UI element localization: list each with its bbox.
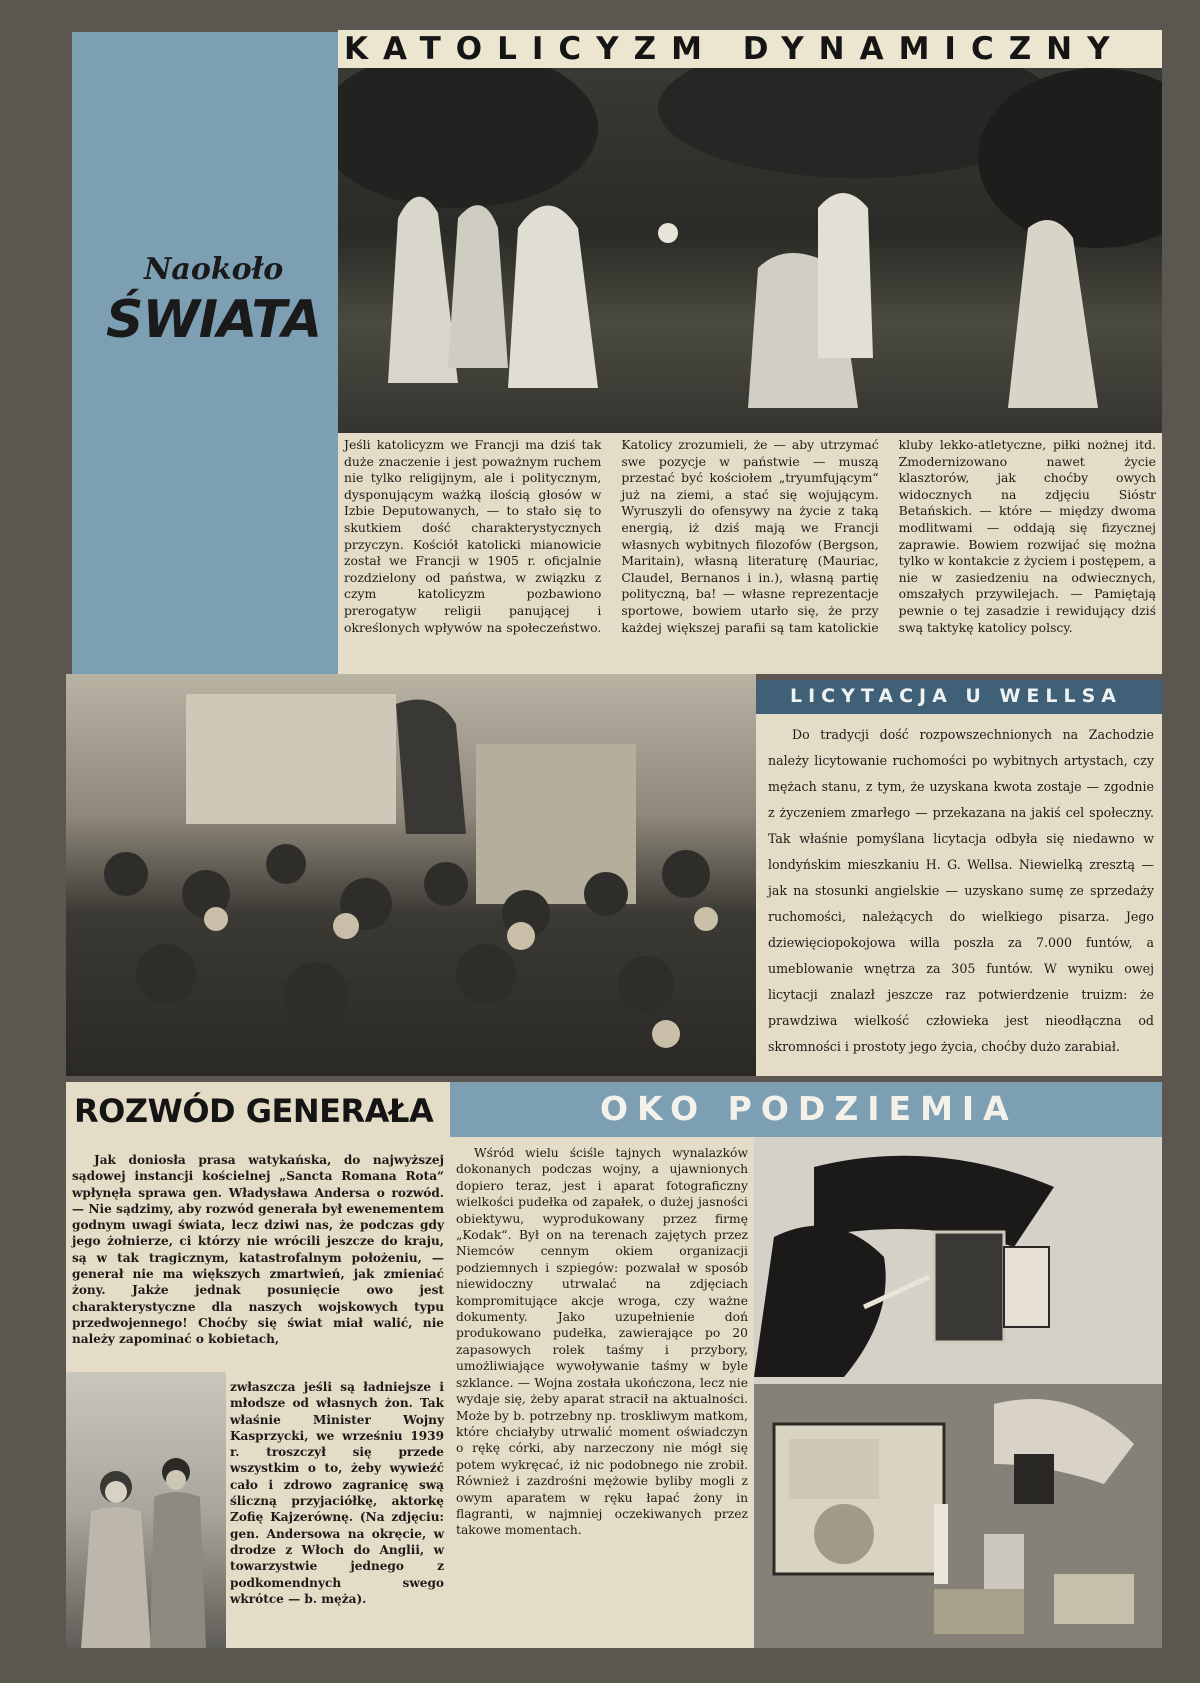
headline-oko-podziemia: OKO PODZIEMIA [600,1089,1018,1128]
headline-bar-2 [756,680,1162,714]
article3-body-side: zwłaszcza jeśli są ładniejsze i młodsze od własnych żon. Tak właśnie Minister Wojny Kasprzycki, we wrześniu 1939 r. troszczył się przede wszystkim o to, żeby wywieźć cało i zdrowo zagranicę swą śliczną przyjaciółkę, aktorkę Zofię Kajzerównę. (Na zdjęciu: gen. Andersowa na okręcie, w drodze z Włoch do Anglii, w towarzystwie jednego z podkomendnych swego wkrótce — b. męża). [230,1380,444,1606]
article4-text-area [450,1137,754,1648]
article3-body-top: Jak doniosła prasa watykańska, do najwyższej sądowej instancji kościelnej „Sancta Romana Rota“ wpłynęła sprawa gen. Władysława Andersa o rozwód. — Nie sądzimy, aby rozwód generała był ewenementem godnym uwagi świata, lecz dziwi nas, że podczas gdy jego żołnierze, ci którzy nie wrócili jeszcze do kraju, są w tak tragicznym, katastrofalnym położeniu, — generał nie ma większych zmartwień, jak zmieniać żony. Jakże jednak posunięcie owo jest charakterystyczne dla naszych wojskowych typu przedwojennego! Choćby się świat miał walić, nie należy zapominać o kobietach, [72,1153,444,1347]
headline-rozwod: ROZWÓD GENERAŁA [74,1092,434,1130]
logo-word: ŚWIATA [106,290,322,350]
article2-text-area [756,714,1162,1076]
camera-illustration [754,1137,1162,1384]
headline-licytacja: LICYTACJA U WELLSA [790,685,1122,707]
photo-anders-wife [66,1372,226,1648]
article4-body: Wśród wielu ściśle tajnych wynalazków dokonanych podczas wojny, a ujawnionych dopiero teraz, jest i aparat fotograficzny wielkości pudełka od zapałek, o dużej jasności obiektywu, wyprodukowany przez firmę „Kodak“. Był on na terenach zajętych przez Niemców cennym okiem organizacji podziemnych i szpiegów: pozwalał w sposób niewidoczny utrwalać na zdjęciach kompromitujące akcje wroga, czy ważne dokumenty. Jako uzupełnienie doń produkowano pudełka, zawierające po 20 zapasowych rolek taśmy i przybory, umożliwiające wywoływanie taśmy w byle szklance. — Wojna została ukończona, lecz nie wydaje się, żeby aparat stracił na aktualności. Może by b. potrzebny np. troskliwym matkom, które chciałyby utrwalić moment oświadczyn o rękę córki, aby narzeczony nie mógł się potem wykręcać, iż nic podobnego nie zrobił. Również i zazdrośni mężowie byliby mogli z owym aparatem w ręku łapać żony in flagranti, w najmniej oczekiwanych przez takowe momentach. [456,1146,748,1538]
photo-camera-kit [754,1384,1162,1648]
headline-katolicyzm: KATOLICYZM DYNAMICZNY [344,31,1125,67]
photo-spy-camera [754,1137,1162,1384]
logo-script: Naokoło [144,252,284,287]
article2-body: Do tradycji dość rozpowszechnionych na Zachodzie należy licytowanie ruchomości po wybitnych artystach, czy mężach stanu, z tym, że uzyskana kwota zostaje — zgodnie z życzeniem zmarłego — przekazana na jakiś cel społeczny. Tak właśnie pomyślana licytacja odbyła się niedawno w londyńskim mieszkaniu H. G. Wellsa. Niewielką zresztą — jak na stosunki angielskie — uzyskano sumę ze sprzedaży ruchomości, należących do wielkiego pisarza. Jego dziewięciopokojowa willa poszła za 7.000 funtów, a umeblowanie wnętrza za 305 funtów. W wyniku owej licytacji znalazł jeszcze raz potwierdzenie truizm: że prawdziwa wielkość człowieka jest nieodłączna od skromności i prostoty jego życia, choćby dużo zarabiał. [768,727,1154,1054]
article1-text-area [338,433,1162,674]
masthead-logo [106,242,322,392]
anders-illustration [66,1372,226,1648]
masthead-panel [72,32,338,674]
photo-nuns-playing [338,68,1162,433]
kit-illustration [754,1384,1162,1648]
nuns-illustration [338,68,1162,433]
article3-area [66,1082,450,1648]
photo-wells-auction [66,674,756,1076]
headline-bar-1 [338,30,1162,68]
headline-bar-4 [450,1082,1162,1137]
auction-illustration [66,674,756,1076]
article1-body: Jeśli katolicyzm we Francji ma dziś tak duże znaczenie i jest poważnym ruchem nie tylko religijnym, ale i politycznym, dysponującym ważką ilością głosów w Izbie Deputowanych, — to stało się to skutkiem dość charakterystycznych przyczyn. Kościół katolicki mianowicie został we Francji w 1905 r. oficjalnie rozdzielony od państwa, w związku z czym katolicyzm pozbawiono prerogatyw religii panującej i określonych wpływów na społeczeństwo. Katolicy zrozumieli, że — aby utrzymać swe pozycje w państwie — muszą przestać być kościołem „tryumfującym“ już na ziemi, a stać się wojującym. Wyruszyli do ofensywy na życie z taką energią, iż dziś mają we Francji własnych wybitnych filozofów (Bergson, Maritain), własną literaturę (Mauriac, Claudel, Bernanos i in.), własną partię polityczną, ba! — własne reprezentacje sportowe, bowiem utarło się, że przy każdej większej parafii są tam katolickie kluby lekko-atletyczne, piłki nożnej itd. Zmodernizowano nawet życie klasztorów, jak choćby owych widocznych na zdjęciu Sióstr Betańskich. — które — między dwoma modlitwami — oddają się fizycznej zaprawie. Bowiem rozwijać się można tylko w kontakcie z życiem i postępem, a nie w zasiedzeniu na odwiecznych, omszałych przywilejach. — Pamiętają pewnie o tej zasadzie i rewidujący dziś swą taktykę katolicy polscy. [344,437,1156,635]
